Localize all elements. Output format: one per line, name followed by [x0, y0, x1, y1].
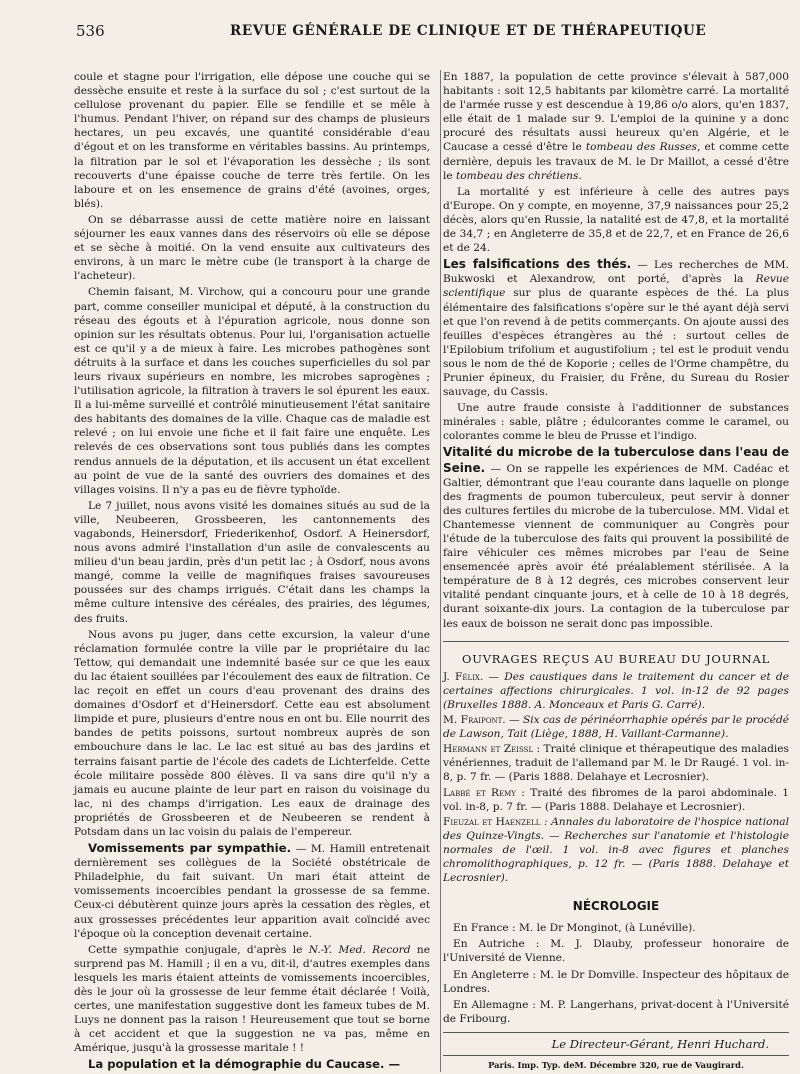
text-run: ne surprend pas M. Hamill ; il en a vu, dit-il, d'autres exemples dans lesquels les maris étaient atteints de vomissements incoercibles, dès le jour où la grossesse de leur femme était déclarée ! Voilà, certes, une manifestation suggestive dont les fameux tubes de M. Luys ne donnent pas la raison ! Heureusement que tout se borne à cet accident et que la suggestion ne va pas, même en Amérique, jusqu'à la grossesse maritale ! ! — [74, 943, 430, 1055]
paragraph: Nous avons pu juger, dans cette excursion, la valeur d'une réclamation formulée contre la ville par le propriétaire du lac Tettow, qui demandait une indemnité basée sur ce que les eaux du lac étaient souillées par l'écoulement des eaux de filtration. Ce lac reçoit en effet un cours d'eau provenant des drains des domaines d'Osdorf et d'Heinersdorf. Cette eau est absolument limpide et pure, plusieurs d'entre nous en ont bu. Elle nourrit des bandes de petits poissons, surtout nombreux auprès de son embouchure dans le lac. Le lac est situé au bas des jardins et terrains faisant partie de l'école des cadets de Lichterfelde. Cette école militaire possède 800 élèves. Il va sans dire qu'il n'y a jamais eu aucune plainte de leur part en raison du voisinage du lac, ni des champs d'irrigation. Les eaux de drainage des propriétés de Grossbeeren et de Neubeeren se rendent à Potsdam dans un lac voisin du palais de l'empereur. — [74, 628, 430, 838]
section-heading: Vitalité du microbe de la tuberculose dans l'eau de Seine. — [443, 445, 789, 475]
paragraph: Le 7 juillet, nous avons visité les domaines situés au sud de la ville, Neubeeren, Grossbeeren, les cantonnements des vagabonds, Heinersdorf, Friederikenhof, Osdorf. A Heinersdorf, nous avons admiré l'installation d'un asile de convalescents au milieu d'un beau jardin, près d'un petit lac ; à Osdorf, nous avons mangé, comme la veille de magnifiques fraises savoureuses poussées sur des champs irrigués. C'était dans les champs la même culture intensive des céréales, des prairies, des légumes, des fruits. — [74, 499, 430, 625]
necrologie-title: NÉCROLOGIE — [572, 899, 660, 914]
list-item: En France : M. le Dr Monginot, (à Lunéville). — [453, 922, 696, 935]
journal-name: N.-Y. Med. Record — [308, 943, 411, 956]
section-heading: Vomissements par sympathie. — [88, 841, 292, 856]
book-author: Hermann et Zeissl — [443, 743, 534, 756]
text-run: sur plus de quarante espèces de thé. La plus élémentaire des falsifications s'opère sur le thé ayant déjà servi et que l'on revend à de petits commerçants. On ajoute aussi des feuilles d'espèces étrangères au thé : surtout celles de l'Epilobium trifolium et augustifolium ; tel est le produit vendu sous le nom de thé de Koporie ; celles de l'Orme champêtre, du Prunier épineux, du Fraisier, du Frêne, du Sureau du Rosier sauvage, du Cassis. — [443, 287, 789, 399]
section-vomissements — [74, 841, 430, 941]
paragraph — [74, 943, 430, 1056]
paragraph: On se débarrasse aussi de cette matière noire en laissant séjourner les eaux vannes dans des réservoirs où elle se dépose et se sèche à moitié. On la vend ensuite aux cultivateurs des environs, à un marc le mètre cube (le transport à la charge de l'acheteur). — [74, 213, 430, 283]
list-item: En Autriche : M. J. Dlauby, professeur honoraire de l'Université de Vienne. — [443, 938, 789, 965]
right-column-content — [443, 70, 789, 1072]
text-run: . — [578, 169, 582, 182]
book-entry: : Traité des fibromes de la paroi abdominale. 1 vol. in-8, p. 7 fr. — (Paris 1888. Delahaye et Lecrosnier). — [443, 786, 789, 813]
list-item — [443, 670, 789, 712]
list-item: En Angleterre : M. le Dr Domville. Inspecteur des hôpitaux de Londres. — [443, 968, 789, 995]
text-run: Cette sympathie conjugale, d'après le — [88, 943, 309, 956]
list-item — [443, 742, 789, 784]
book-author: Fieuzal et Haenzell — [443, 815, 541, 828]
printer-imprint: Paris. Imp. Typ. deM. Décembre 320, rue de Vaugirard. — [443, 1055, 789, 1072]
paragraph: La mortalité y est inférieure à celle des autres pays d'Europe. On y compte, en moyenne, 37,9 naissances pour 25,2 décès, alors qu'en Russie, la natalité est de 47,8, et la mortalité de 34,7 ; en Angleterre de 35,8 et de 22,7, et en France de 26,6 et de 24. — [443, 185, 789, 255]
page-number: 536 — [76, 22, 105, 40]
list-item — [443, 786, 789, 814]
running-header — [70, 22, 760, 48]
section-heading-population: La population et la démographie du Caucase. — — [88, 1057, 401, 1072]
book-author: M. Fraipont. — [443, 714, 506, 727]
book-author: J. Félix. — [443, 670, 484, 683]
book-entry: — Six cas de périnéorrhaphie opérés par le procédé de Lawson, Tait (Liège, 1888, H. Vaillant-Carmanne). — [443, 714, 789, 741]
list-item — [443, 815, 789, 885]
right-column — [440, 70, 789, 1072]
list-item — [443, 713, 789, 741]
book-entry: : Traité clinique et thérapeutique des maladies vénériennes, traduit de l'allemand par M. le Dr Raugé. 1 vol. in-8, p. 7 fr. — (Paris 1888. Delahaye et Lecrosnier). — [443, 743, 789, 784]
section-heading: Les falsifications des thés. — [443, 257, 632, 272]
ouvrages-list — [443, 670, 789, 885]
section-text: — M. Hamill entretenait dernièrement ses collègues de la Société obstétricale de Philadelphie, du fait suivant. Un mari était atteint de vomissements incoercibles pendant la grossesse de sa femme. Ceux-ci débutèrent quinze jours après la cessation des règles, et aux grossesses précédentes leur apparition avait coïncidé avec l'époque où la conception devenait certaine. — [74, 843, 430, 940]
book-entry: — Des caustiques dans le traitement du cancer et de certaines affections chirurgicales. 1 vol. in-12 de 92 pages (Bruxelles 1888. A. Monceaux et Paris G. Carré). — [443, 670, 789, 711]
text-run: — Les recherches de MM. Bukwoski et Alexandrow, ont porté, d'après la — [443, 259, 789, 286]
paragraph: Une autre fraude consiste à l'additionner de substances minérales : sable, plâtre ; édulcorantes comme le caramel, ou colorantes comme le bleu de Prusse et l'indigo. — [443, 402, 789, 443]
paragraph: Chemin faisant, M. Virchow, qui a concouru pour une grande part, comme conseiller municipal et député, à la construction du réseau des égouts et à l'épuration agricole, nous donne son opinion sur les résultats obtenus. Pour lui, l'organisation actuelle est ce qu'il y a de mieux à faire. Les microbes pathogènes sont détruits à la surface et dans les couches superficielles du sol par leurs rivaux supérieurs en nombre, les microbes saprogènes ; l'utilisation agricole, la filtration à travers le sol épurent les eaux. Il a lui-même surveillé et contrôlé minutieusement l'état sanitaire des habitants des domaines de la ville. Chaque cas de maladie est relevé ; on lui envoie une fiche et il fait faire une enquête. Les relevés de ces observations sont tous publiés dans les comptes rendus annuels de la députation, et ils accusent un état excellent au point de vue de la santé des ouvriers des domaines et des villages voisins. Il n'y a pas eu de fièvre typhoïde. — [74, 286, 430, 496]
necrologie-list — [443, 921, 789, 1026]
running-title: REVUE GÉNÉRALE DE CLINIQUE ET DE THÉRAPEUTIQUE — [230, 23, 707, 39]
signature: Le Directeur-Gérant, Henri Huchard. — [443, 1032, 789, 1051]
section-tuberculose — [443, 445, 789, 630]
ouvrages-title: OUVRAGES REÇUS AU BUREAU DU JOURNAL — [443, 641, 789, 666]
text-run: — On se rappelle les expériences de MM. Cadéac et Galtier, démontrant que l'eau courante dans laquelle on plonge des fragments de poumon tuberculeux, peut servir à donner des cultures fertiles du microbe de la tuberculose. MM. Vidal et Chantemesse viennent de communiquer au Congrès pour l'étude de la tuberculose des faits qui prouvent la possibilité de faire véhiculer ces mêmes microbes par l'eau de Seine ensemencée après avoir été préalablement stérilisée. A la température de 8 à 12 degrés, ces microbes conservent leur vitalité pendant cinquante jours, et à celle de 10 à 18 degrés, durant soixante-dix jours. La contagion de la tuberculose par les eaux de boisson ne serait donc pas impossible. — [443, 462, 789, 630]
paragraph: coule et stagne pour l'irrigation, elle dépose une couche qui se dessèche ensuite et reste à la surface du sol ; c'est surtout de la cellulose provenant du papier. Elle se fendille et se mêle à l'humus. Pendant l'hiver, on répand sur des champs de plusieurs hectares, un peu excavés, une quantité considérable d'eau d'égout et on les transforme en véritables bassins. Au printemps, la filtration par le sol et l'évaporation les dessèche ; ils sont recouverts d'une épaisse couche de terre très fertile. On les laboure et on les ensemence de grains d'été (avoines, orges, blés). — [74, 71, 430, 210]
italic-phrase: tombeau des Russes — [585, 141, 697, 154]
paragraph — [443, 70, 789, 183]
book-entry: : Annales du laboratoire de l'hospice national des Quinze-Vingts. — Recherches sur l'anatomie et l'histologie normales de l'œil. 1 vol. in-8 avec figures et planches chromolithographiques, p. 12 fr. — (Paris 1888. Delahaye et Lecrosnier). — [443, 815, 789, 885]
list-item: En Allemagne : M. P. Langerhans, privat-docent à l'Université de Fribourg. — [443, 998, 789, 1025]
section-falsifications — [443, 257, 789, 399]
journal-name: Revue scientifique — [443, 273, 789, 300]
text-run: En 1887, la population de cette province s'élevait à 587,000 habitants : soit 12,5 habitants par kilomètre carré. La mortalité de l'armée russe y est descendue à 19,86 o/o alors, qu'en 1837, elle était de 1 malade sur 9. L'emploi de la quinine y a donc procuré des résultats aussi heureux qu'en Algérie, et le Caucase a cessé d'être le — [443, 71, 789, 154]
book-author: Labbé et Remy — [443, 786, 516, 799]
left-column — [74, 70, 430, 1074]
text-run: , et comme cette dernière, depuis les travaux de M. le Dr Maillot, a cessé d'être le — [443, 141, 789, 182]
italic-phrase: tombeau des chrétiens — [456, 169, 579, 182]
